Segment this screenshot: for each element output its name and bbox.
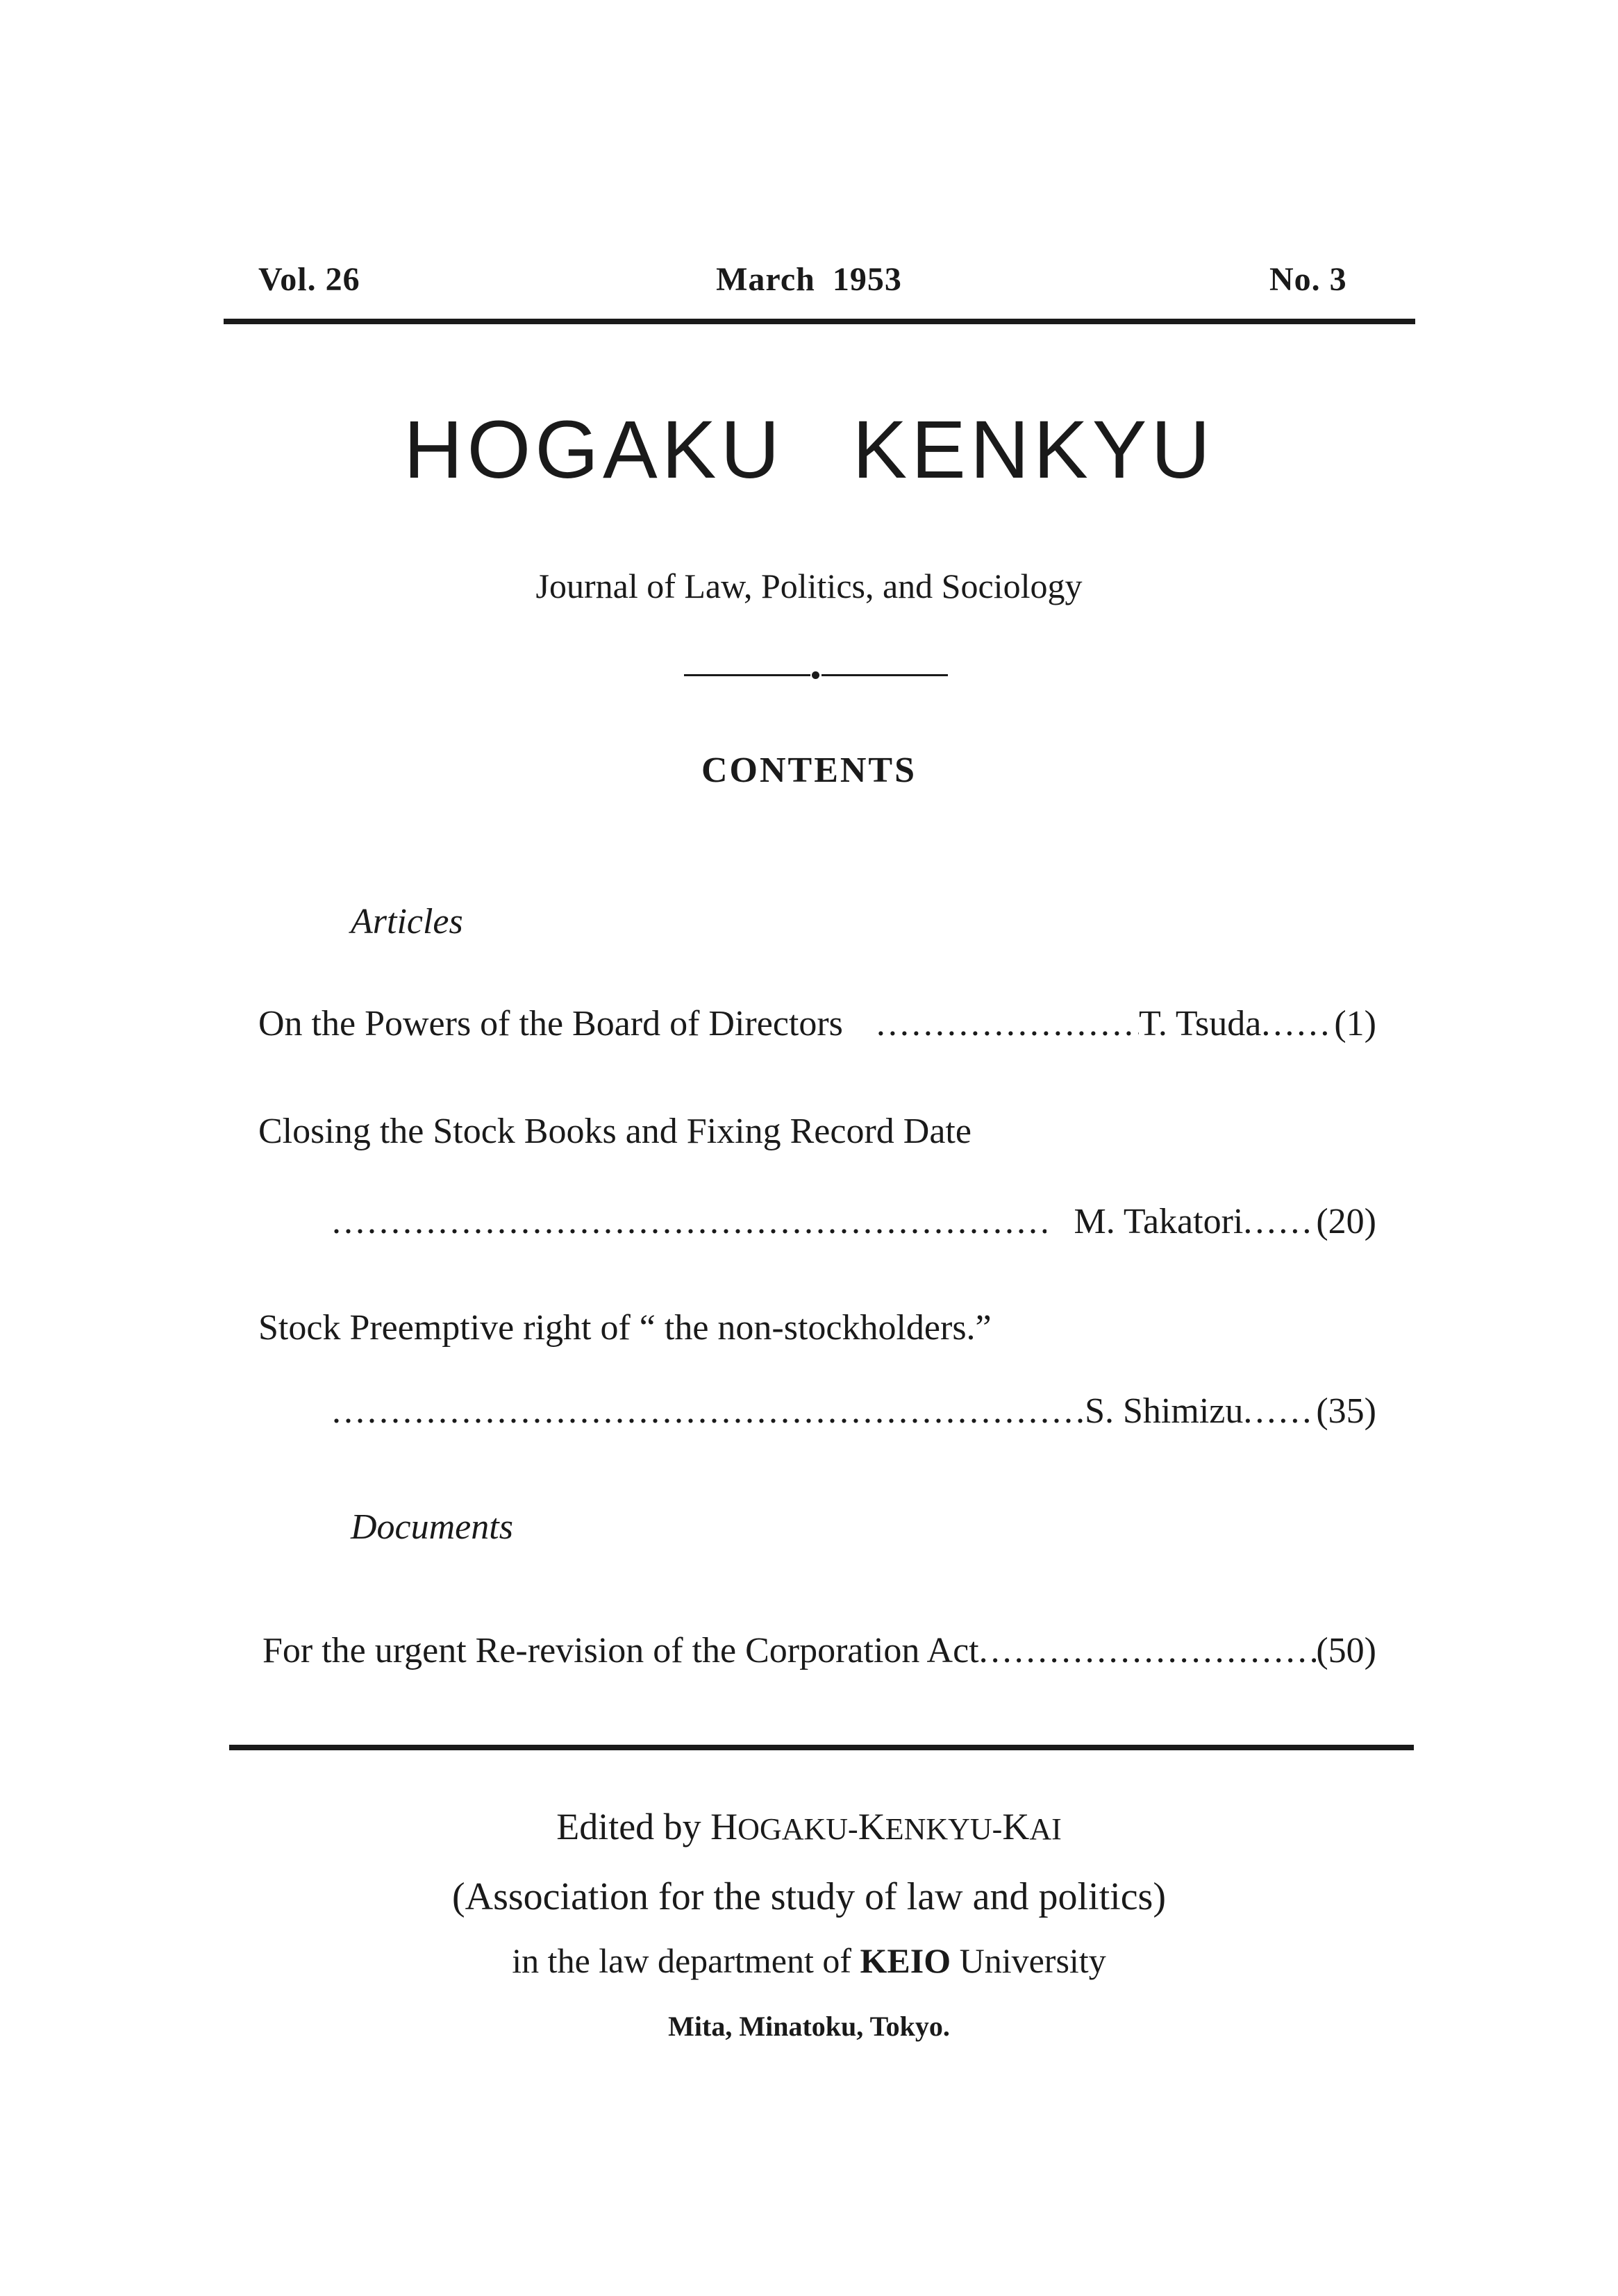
- leader-dots: [1243, 1391, 1316, 1432]
- toc-entry-article-2-title[interactable]: Closing the Stock Books and Fixing Record Date: [258, 1112, 971, 1151]
- journal-title: HOGAKU KENKYU: [403, 404, 1215, 496]
- bottom-rule: [229, 1745, 1414, 1750]
- journal-subtitle: Journal of Law, Politics, and Sociology: [535, 567, 1083, 605]
- article-author: S. Shimizu: [1085, 1391, 1244, 1431]
- leader-dots: [332, 1391, 1085, 1432]
- toc-entry-article-1[interactable]: [258, 1003, 1376, 1044]
- article-author: T. Tsuda: [1138, 1004, 1262, 1044]
- toc-entry-document-1[interactable]: [262, 1630, 1376, 1671]
- toc-entry-article-3-line[interactable]: [332, 1391, 1376, 1432]
- leader-dots: [332, 1201, 1046, 1242]
- issue-date: March 1953: [716, 261, 902, 298]
- leader-dots: [876, 1003, 1139, 1044]
- articles-section-label: Articles: [351, 902, 463, 941]
- article-author: M. Takatori: [1074, 1202, 1244, 1241]
- leader-dots: [979, 1630, 1317, 1671]
- documents-section-label: Documents: [351, 1507, 513, 1547]
- editor-line: [0, 1805, 1618, 1848]
- document-page: (50): [1316, 1631, 1376, 1670]
- leader-dots: [1261, 1003, 1334, 1044]
- toc-entry-article-2-line[interactable]: [332, 1201, 1376, 1242]
- ornament-divider: [684, 670, 948, 680]
- issue-number: No. 3: [1269, 261, 1347, 298]
- article-page: (35): [1316, 1391, 1376, 1431]
- article-page: (20): [1316, 1202, 1376, 1241]
- volume-label: Vol. 26: [258, 261, 360, 298]
- article-page: (1): [1334, 1004, 1376, 1044]
- contents-heading: CONTENTS: [701, 751, 917, 790]
- keio-name: KEIO: [860, 1941, 951, 1980]
- top-rule: [224, 319, 1415, 324]
- editor-name: HOGAKU-KENKYU-KAI: [710, 1806, 1062, 1847]
- department-line: in the law department of KEIO University: [512, 1941, 1106, 1980]
- article-title: On the Powers of the Board of Directors: [258, 1004, 843, 1044]
- association-line: (Association for the study of law and politics): [451, 1875, 1166, 1918]
- address-line: Mita, Minatoku, Tokyo.: [668, 2011, 950, 2042]
- document-title: For the urgent Re-revision of the Corporation Act: [262, 1631, 979, 1670]
- toc-entry-article-3-title[interactable]: Stock Preemptive right of “ the non-stockholders.”: [258, 1308, 992, 1348]
- edited-by-label: Edited by: [556, 1806, 701, 1847]
- leader-dots: [1243, 1201, 1316, 1242]
